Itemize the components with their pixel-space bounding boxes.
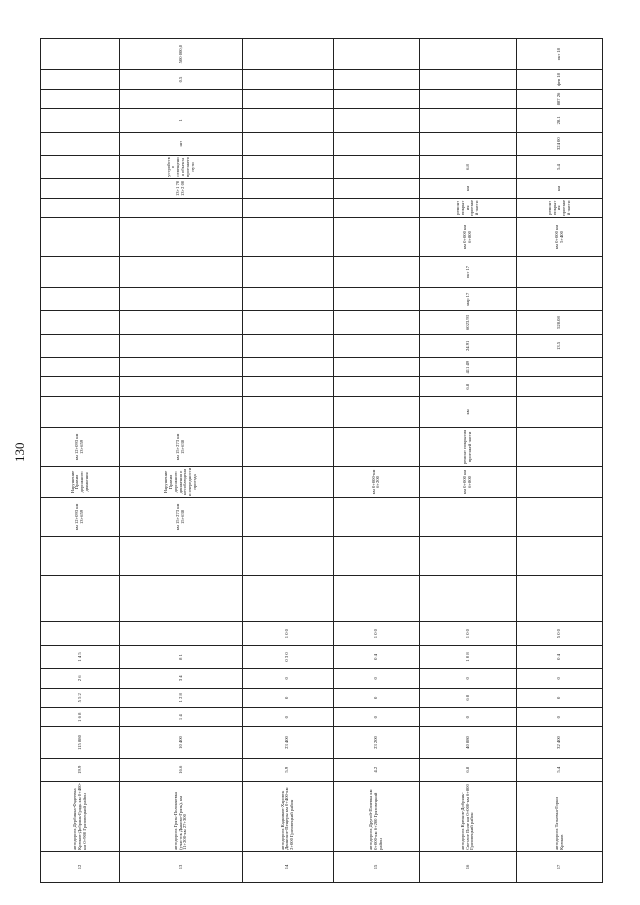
table-cell [242, 70, 334, 89]
table-cell: км 0+000 км 5+400 [517, 218, 603, 257]
table-cell [120, 334, 242, 357]
table-cell: 0 [419, 669, 517, 688]
table-cell: 8 1 [120, 645, 242, 668]
table-cell [242, 358, 334, 377]
table-cell [120, 256, 242, 287]
table-cell: 5.4 [517, 758, 603, 781]
table-cell: км 12+093 км 13+659 [41, 498, 120, 537]
table-cell [419, 132, 517, 155]
table-cell [120, 536, 242, 575]
table-cell: 411 49 [419, 358, 517, 377]
table-cell [120, 358, 242, 377]
table-cell [517, 498, 603, 537]
table-cell: 4.2 [334, 758, 420, 781]
table-cell: 1 [120, 109, 242, 132]
table-cell [242, 536, 334, 575]
table-cell: 887 26 [517, 89, 603, 108]
table-row [242, 39, 334, 883]
table-cell [334, 288, 420, 311]
table-cell: 1 0 0 [419, 622, 517, 645]
table-cell [120, 396, 242, 427]
table-cell [120, 89, 242, 108]
table-cell: 0 [242, 688, 334, 707]
road-name: автодорога Татьевка-Горки Крюков [517, 781, 603, 851]
table-cell: 0 [334, 688, 420, 707]
table-cell [120, 377, 242, 396]
table-cell: км 0+000 км 6+800 [419, 466, 517, 497]
table-cell [334, 536, 420, 575]
table-cell [517, 358, 603, 377]
table-cell [242, 428, 334, 467]
table-cell [242, 39, 334, 70]
table-cell [41, 311, 120, 334]
table-cell [334, 218, 420, 257]
table-cell: 6.8 [419, 155, 517, 178]
rotated-table-wrapper [40, 38, 603, 883]
table-cell [41, 536, 120, 575]
table-cell: ремонт покрытия проезжей части [419, 428, 517, 467]
table-cell: 0 [242, 669, 334, 688]
table-cell [334, 256, 420, 287]
table-cell [242, 179, 334, 198]
table-cell: устройство освещения объекта проезжего пути [120, 155, 242, 178]
table-cell: 5 5 2 [41, 688, 120, 707]
table-cell [334, 109, 420, 132]
table-cell [517, 396, 603, 427]
table-cell: 23 200 [334, 727, 420, 758]
road-name: автодорога Грязь-Полоняевка (участок Дыково-Грязь), км 11+200-км 27+300 [120, 781, 242, 851]
table-cell [334, 132, 420, 155]
table-cell [242, 288, 334, 311]
table-cell [41, 334, 120, 357]
table-cell [334, 498, 420, 537]
table-cell [41, 218, 120, 257]
row-number: 15 [334, 851, 420, 882]
table-cell [517, 377, 603, 396]
table-cell: 0 3 0 [242, 645, 334, 668]
table-cell: 0.5 [120, 70, 242, 89]
table-cell [242, 132, 334, 155]
table-cell: 0 [242, 708, 334, 727]
table-cell [242, 89, 334, 108]
table-cell [517, 428, 603, 467]
table-cell: 0 [517, 708, 603, 727]
table-cell: 19.9 [41, 758, 120, 781]
table-cell [242, 218, 334, 257]
table-cell [41, 198, 120, 217]
table-cell [419, 70, 517, 89]
table-cell: окт 17 [419, 256, 517, 287]
table-cell [419, 536, 517, 575]
table-cell: 5.9 [242, 758, 334, 781]
road-name: автодорога Другой-Пачевка км 0+000-км 6+200 Грязовецкий район [334, 781, 420, 851]
table-cell [120, 218, 242, 257]
table-cell [334, 334, 420, 357]
page-number: 130 [12, 442, 27, 462]
table-cell: фев 18 [517, 70, 603, 89]
table-cell [419, 575, 517, 622]
table-row [419, 39, 517, 883]
road-name: автодорога Дербинка-Фадеевка Крюков-Добрянь-Грядь км 0+400-км 0+900 Грязовецкий район [41, 781, 120, 851]
table-cell: Нарушение Правил дорожного движения [41, 466, 120, 497]
table-cell [334, 179, 420, 198]
table-cell [419, 498, 517, 537]
table-cell [41, 377, 120, 396]
table-cell: км 0+000 км 6+800 [419, 218, 517, 257]
table-cell [242, 466, 334, 497]
table-cell [242, 198, 334, 217]
table-cell [242, 396, 334, 427]
table-cell: 1 0 8 [419, 645, 517, 668]
table-cell [41, 179, 120, 198]
table-cell [41, 132, 120, 155]
table-cell: 6.8 [419, 758, 517, 781]
table-cell: 0 4 [517, 645, 603, 668]
table-cell [120, 575, 242, 622]
table-cell [41, 89, 120, 108]
road-name: автодорога Крюков-Добрянь-Светлое Поле км 0+000-км 6+800 Грязовецкий район [419, 781, 517, 851]
table-cell [242, 498, 334, 537]
table-cell [242, 155, 334, 178]
table-cell [41, 155, 120, 178]
table-cell [334, 89, 420, 108]
road-name: автодорога Кадников-Харовск Двинское-Пещеры км 0+400-км 2+000 Грязовецкий район [242, 781, 334, 851]
table-cell: 5.4 [517, 155, 603, 178]
table-cell [334, 311, 420, 334]
table-cell: 0 [419, 708, 517, 727]
table-cell: 32 400 [517, 727, 603, 758]
table-cell: мар 17 [419, 288, 517, 311]
table-row [41, 39, 120, 883]
table-cell: 5 0 0 [517, 622, 603, 645]
table-cell [517, 466, 603, 497]
table-cell [41, 109, 120, 132]
table-cell: ремонт покрытия проезжей части [517, 198, 603, 217]
row-number: 16 [419, 851, 517, 882]
table-cell [41, 256, 120, 287]
table-cell: шт [120, 132, 242, 155]
table-cell [41, 288, 120, 311]
table-cell [41, 358, 120, 377]
table-cell [419, 89, 517, 108]
table-cell: 1 6 8 [41, 708, 120, 727]
table-cell: км 0+000-км 6+200 [334, 466, 420, 497]
table-cell: 0 [334, 708, 420, 727]
table-cell: 0 [517, 688, 603, 707]
table-cell: ремонт покрытия проезжей части [419, 198, 517, 217]
table-cell [334, 428, 420, 467]
table-cell: 6 8 [419, 688, 517, 707]
table-cell: 2 6 [41, 669, 120, 688]
table-cell [242, 256, 334, 287]
table-cell [41, 622, 120, 645]
table-cell: 6023.93 [419, 311, 517, 334]
row-number: 12 [41, 851, 120, 882]
table-cell: 23 400 [242, 727, 334, 758]
table-cell: км 15+273 км 15+638 [120, 498, 242, 537]
table-cell [334, 155, 420, 178]
table-cell [41, 575, 120, 622]
table-cell: 500 000,0 [120, 39, 242, 70]
table-cell: 1 4 [120, 708, 242, 727]
table-cell: 10 400 [120, 727, 242, 758]
table-cell [334, 39, 420, 70]
table-cell [517, 288, 603, 311]
table-cell [517, 536, 603, 575]
table-cell: 1 0 0 [242, 622, 334, 645]
table-cell: км [517, 179, 603, 198]
table-cell: км [419, 179, 517, 198]
table-cell: 115 880 [41, 727, 120, 758]
table-cell: 0 [334, 669, 420, 688]
table-cell [334, 575, 420, 622]
table-row [120, 39, 242, 883]
table-cell: Нарушение Правил дорожного движения о несоблюдении очередности проезда [120, 466, 242, 497]
table-cell: 28.1 [517, 109, 603, 132]
table-cell [419, 39, 517, 70]
table-cell [334, 396, 420, 427]
table-cell: 528.08 [517, 311, 603, 334]
row-number: 13 [120, 851, 242, 882]
table-cell [517, 256, 603, 287]
table-cell [334, 377, 420, 396]
table-cell: 13+1 70 13+2 00 [120, 179, 242, 198]
table-cell: 6.8 [419, 377, 517, 396]
table-cell: 1 2 8 [120, 688, 242, 707]
table-row [517, 39, 603, 883]
table-cell: км 12+093 км 13+659 [41, 428, 120, 467]
table-cell: 3 4 [120, 669, 242, 688]
road-safety-table [40, 38, 603, 883]
table-cell [242, 575, 334, 622]
table-row [334, 39, 420, 883]
table-cell: 0 4 [334, 645, 420, 668]
table-cell [242, 109, 334, 132]
table-cell: км [419, 396, 517, 427]
table-cell [334, 358, 420, 377]
table-cell [120, 622, 242, 645]
table-cell [242, 377, 334, 396]
table-cell [41, 70, 120, 89]
table-cell [242, 334, 334, 357]
row-number: 17 [517, 851, 603, 882]
row-number: 14 [242, 851, 334, 882]
table-cell: 13.5 [517, 334, 603, 357]
table-cell: 24.91 [419, 334, 517, 357]
table-cell [334, 70, 420, 89]
table-cell [120, 311, 242, 334]
table-cell [334, 198, 420, 217]
table-cell: 40 880 [419, 727, 517, 758]
table-cell: 324 00 [517, 132, 603, 155]
table-cell [120, 288, 242, 311]
table-cell: 0 [517, 669, 603, 688]
table-cell [419, 109, 517, 132]
table-cell: 16.6 [120, 758, 242, 781]
table-cell [41, 39, 120, 70]
table-cell [517, 575, 603, 622]
table-cell: км 15+273 км 15+638 [120, 428, 242, 467]
table-cell: окт 18 [517, 39, 603, 70]
table-cell: 1 4 5 [41, 645, 120, 668]
table-cell: 1 0 0 [334, 622, 420, 645]
table-cell [242, 311, 334, 334]
table-cell [41, 396, 120, 427]
table-cell [120, 198, 242, 217]
